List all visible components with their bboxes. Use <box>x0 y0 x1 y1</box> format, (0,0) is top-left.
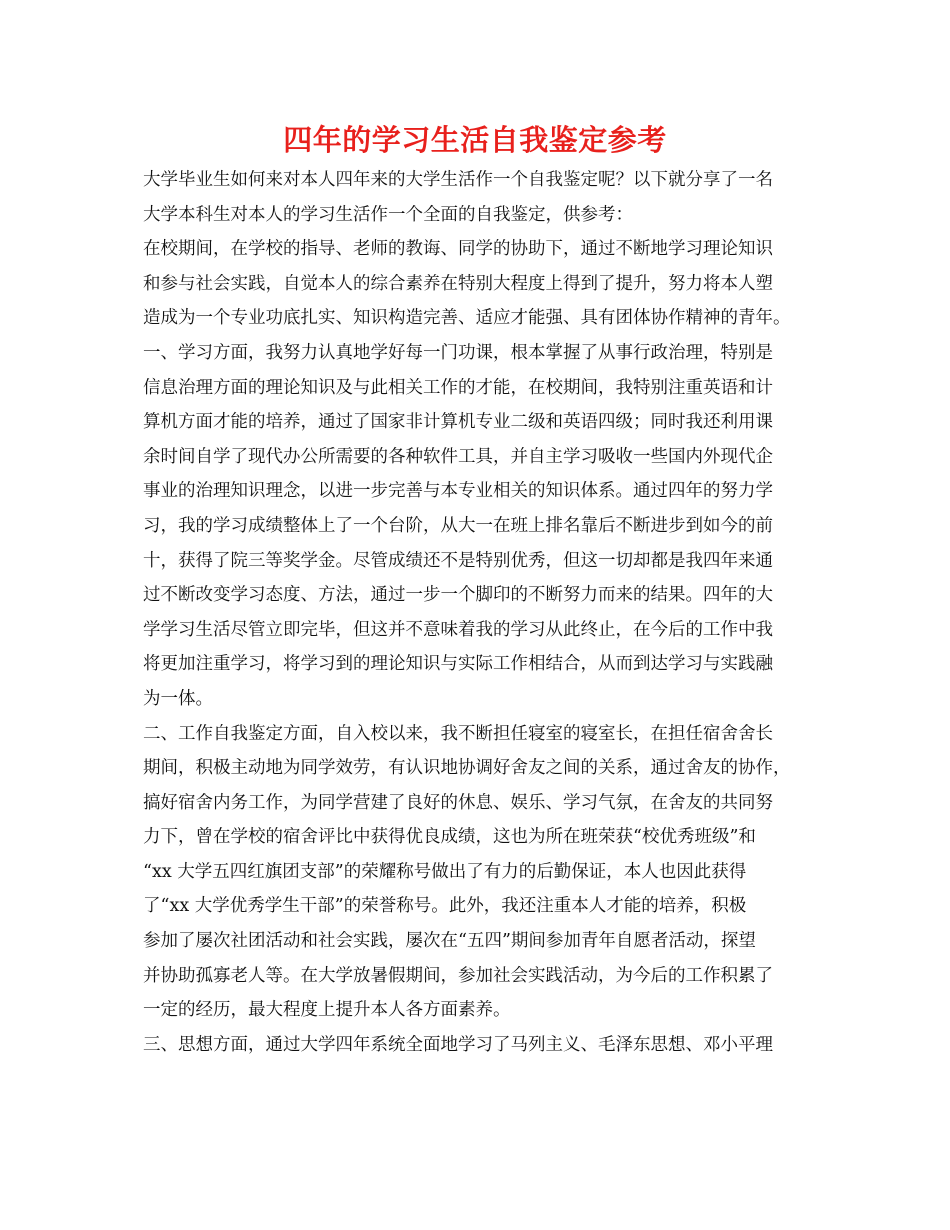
paragraph-line: 为一体。 <box>143 688 213 709</box>
paragraph-line: 将更加注重学习，将学习到的理论知识与实际工作相结合，从而到达学习与实践融 <box>143 654 773 675</box>
paragraph-line: 并协助孤寡老人等。在大学放暑假期间，参加社会实践活动，为今后的工作积累了 <box>143 965 773 986</box>
paragraph-line: 余时间自学了现代办公所需要的各种软件工具，并自主学习吸收一些国内外现代企 <box>143 446 773 467</box>
paragraph-line: 一、学习方面，我努力认真地学好每一门功课，根本掌握了从事行政治理，特别是 <box>143 342 773 363</box>
paragraph-line: 搞好宿舍内务工作，为同学营建了良好的休息、娱乐、学习气氛，在舍友的共同努 <box>143 792 773 813</box>
document-body <box>143 163 843 1062</box>
paragraph-line: 参加了屡次社团活动和社会实践，屡次在“五四”期间参加青年自愿者活动，探望 <box>143 931 756 952</box>
paragraph-line: 在校期间，在学校的指导、老师的教诲、同学的协助下，通过不断地学习理论知识 <box>143 239 773 260</box>
paragraph-line: 习，我的学习成绩整体上了一个台阶，从大一在班上排名靠后不断进步到如今的前 <box>143 515 773 536</box>
paragraph-line: 事业的治理知识理念，以进一步完善与本专业相关的知识体系。通过四年的努力学 <box>143 481 773 502</box>
paragraph-line: 算机方面才能的培养，通过了国家非计算机专业二级和英语四级；同时我还利用课 <box>143 412 773 433</box>
paragraph-line: 信息治理方面的理论知识及与此相关工作的才能，在校期间，我特别注重英语和计 <box>143 377 773 398</box>
paragraph-line: 二、工作自我鉴定方面，自入校以来，我不断担任寝室的寝室长，在担任宿舍舍长 <box>143 723 773 744</box>
paragraph-line: 大学毕业生如何来对本人四年来的大学生活作一个自我鉴定呢？以下就分享了一名 <box>143 170 773 190</box>
paragraph-line: 大学本科生对本人的学习生活作一个全面的自我鉴定，供参考： <box>143 204 633 225</box>
paragraph-line: 过不断改变学习态度、方法，通过一步一个脚印的不断努力而来的结果。四年的大 <box>143 585 773 606</box>
paragraph-line: “xx 大学五四红旗团支部”的荣耀称号做出了有力的后勤保证，本人也因此获得 <box>143 861 747 882</box>
document-title: 四年的学习生活自我鉴定参考 <box>283 123 667 157</box>
paragraph-line: 力下，曾在学校的宿舍评比中获得优良成绩，这也为所在班荣获“校优秀班级”和 <box>143 827 756 848</box>
paragraph-line: 一定的经历，最大程度上提升本人各方面素养。 <box>143 1000 511 1021</box>
paragraph-line: 三、思想方面，通过大学四年系统全面地学习了马列主义、毛泽东思想、邓小平理 <box>143 1034 773 1055</box>
paragraph-line: 十，获得了院三等奖学金。尽管成绩还不是特别优秀，但这一切却都是我四年来通 <box>143 550 773 571</box>
paragraph-line: 期间，积极主动地为同学效劳，有认识地协调好舍友之间的关系，通过舍友的协作， <box>143 758 791 779</box>
paragraph-line: 学学习生活尽管立即完毕，但这并不意味着我的学习从此终止，在今后的工作中我 <box>143 619 773 640</box>
paragraph-line: 造成为一个专业功底扎实、知识构造完善、适应才能强、具有团体协作精神的青年。 <box>143 308 791 329</box>
paragraph-line: 了“xx 大学优秀学生干部”的荣誉称号。此外，我还注重本人才能的培养，积极 <box>143 896 747 917</box>
paragraph-line: 和参与社会实践，自觉本人的综合素养在特别大程度上得到了提升，努力将本人塑 <box>143 273 773 294</box>
